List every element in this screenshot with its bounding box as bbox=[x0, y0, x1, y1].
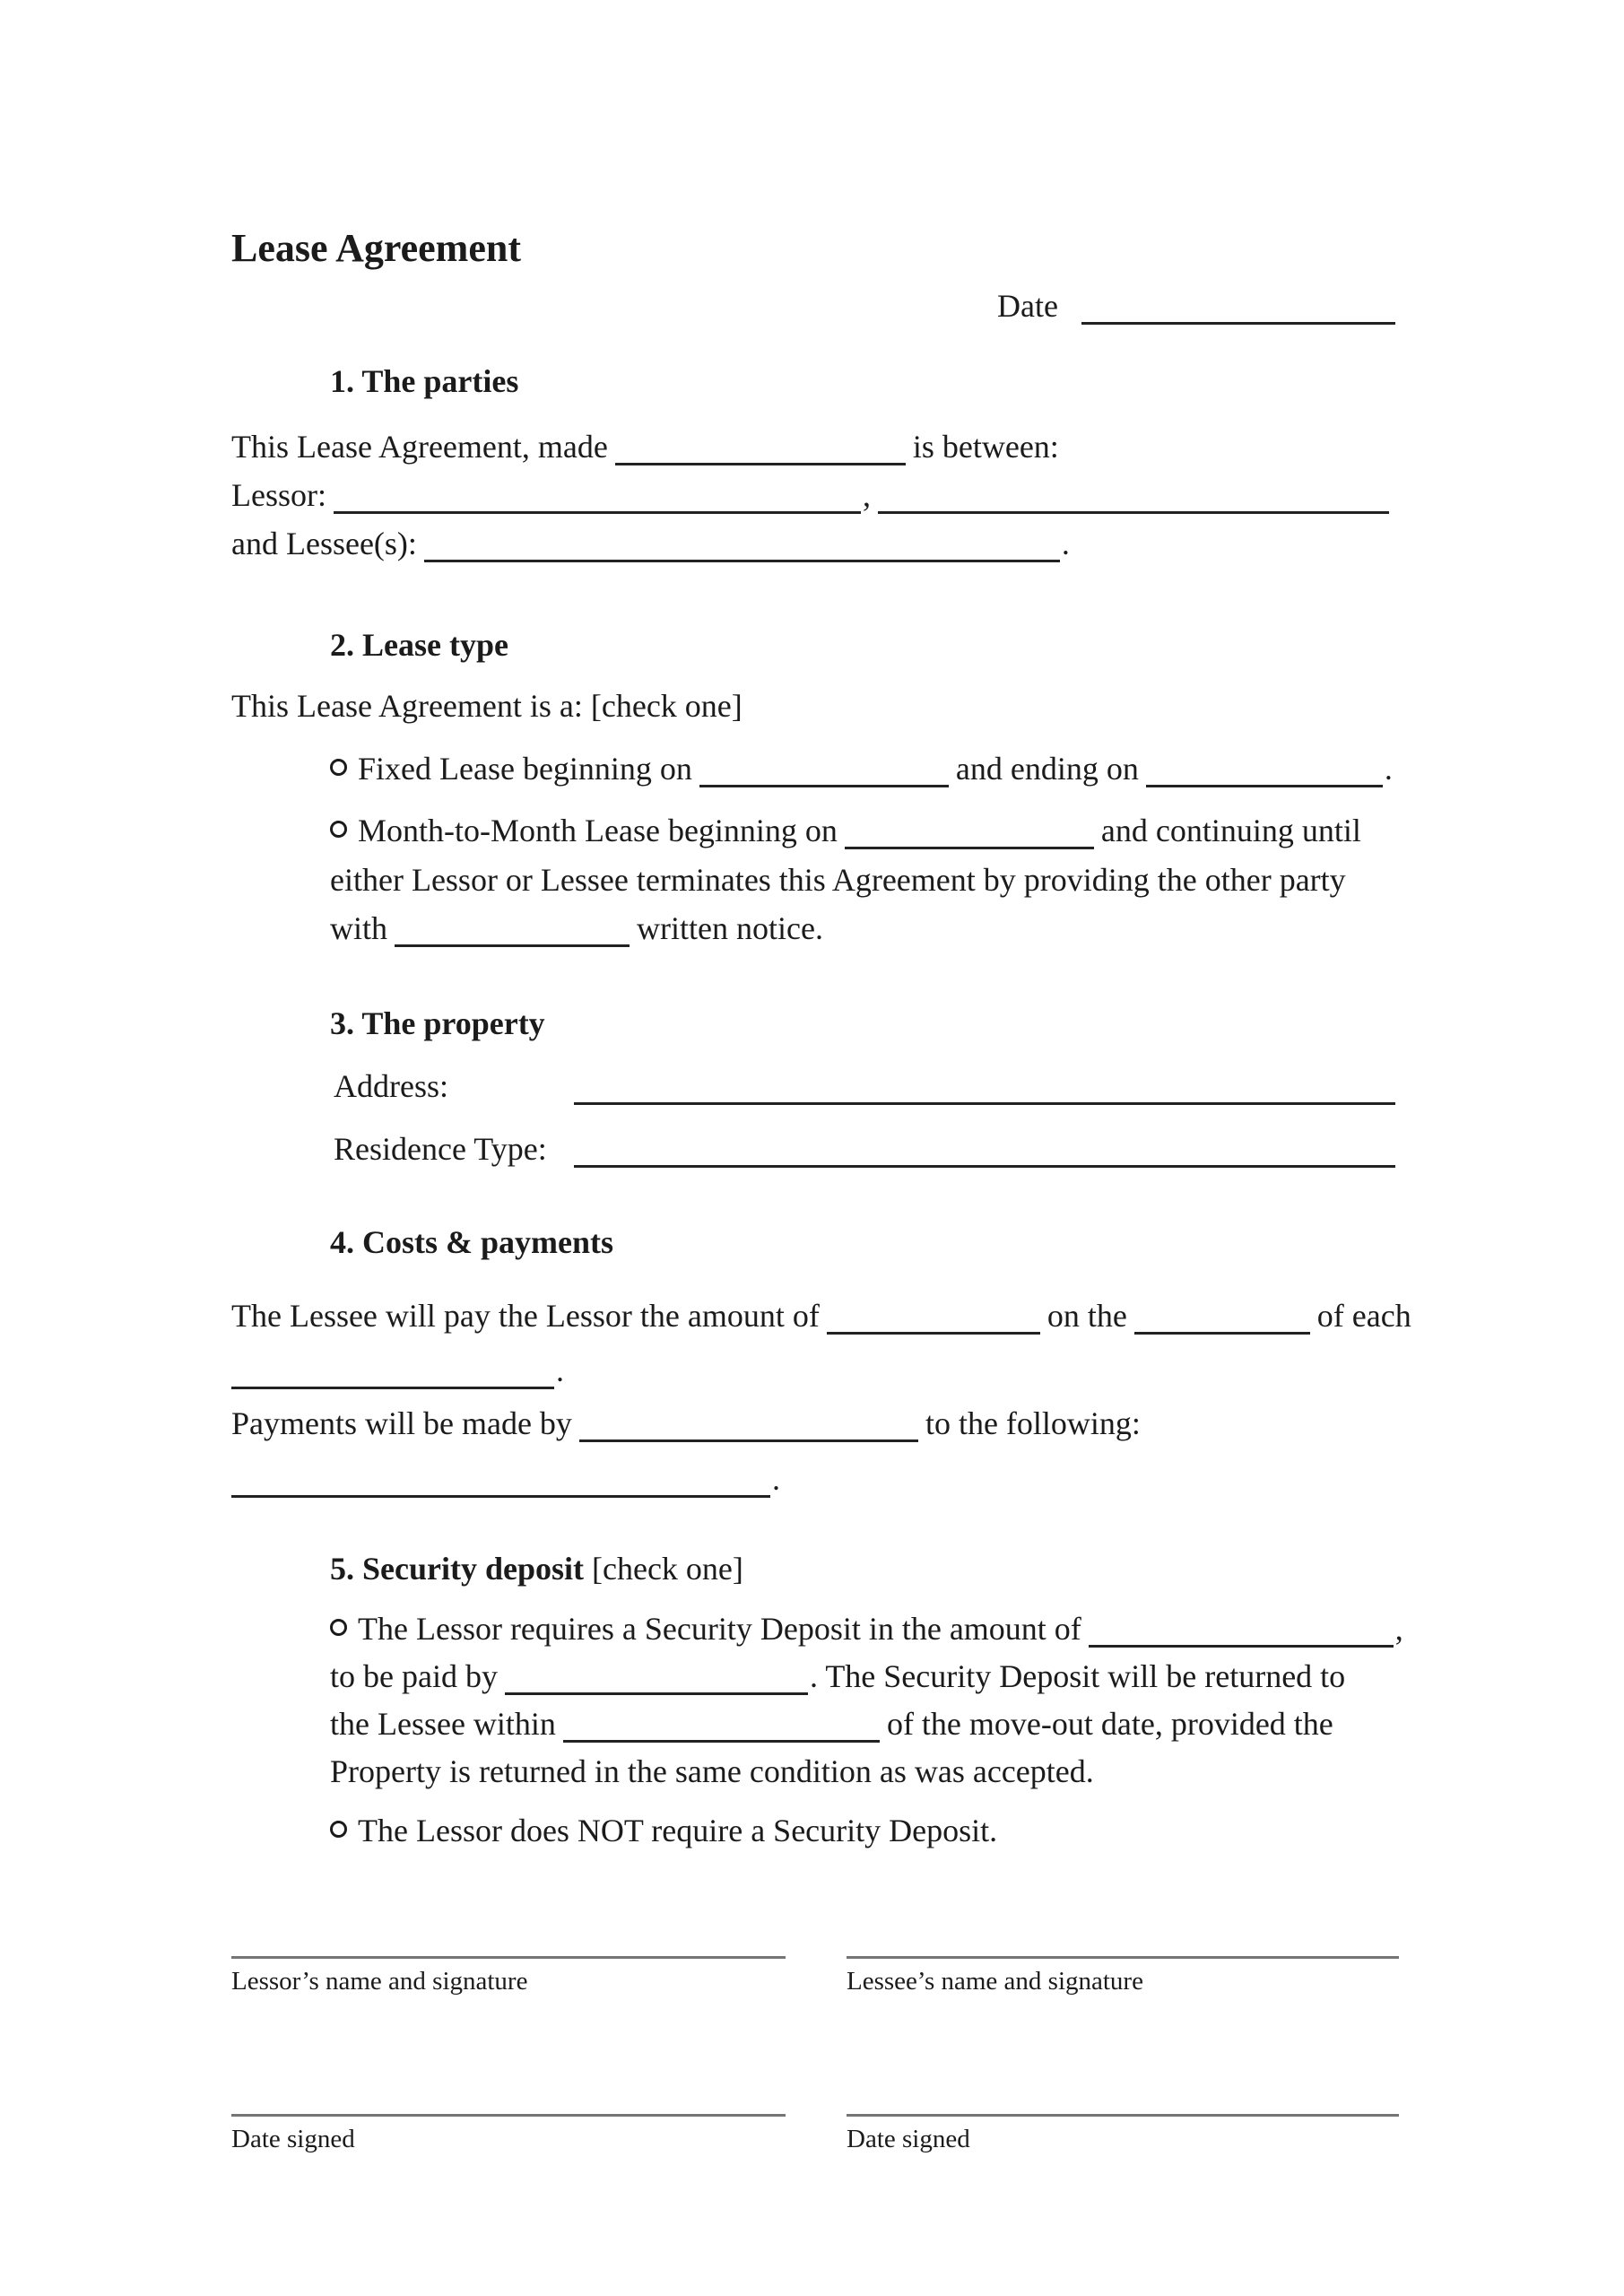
rent-each-text: of each bbox=[1316, 1298, 1411, 1334]
deposit-return-window-blank[interactable] bbox=[563, 1708, 880, 1743]
notice-with-text: with bbox=[330, 910, 388, 946]
deposit-required-option bbox=[330, 1610, 1403, 1648]
residence-type-blank[interactable] bbox=[574, 1133, 1395, 1168]
lessee-signature-block bbox=[847, 1956, 1399, 1996]
no-deposit-radio[interactable] bbox=[330, 1821, 347, 1838]
payment-method-text: Payments will be made by bbox=[231, 1405, 572, 1441]
lessor-date-block bbox=[231, 2114, 786, 2154]
m2m-wrap-text: either Lessor or Lessee terminates this Agreement by providing the other party bbox=[330, 862, 1346, 898]
fixed-lease-radio[interactable] bbox=[330, 759, 347, 776]
address-row bbox=[334, 1067, 1395, 1105]
deposit-window-line bbox=[330, 1705, 1333, 1743]
month-to-month-radio[interactable] bbox=[330, 821, 347, 838]
lessor-label: Lessor: bbox=[231, 477, 326, 513]
deposit-paidby-line bbox=[330, 1657, 1345, 1695]
lessee-label: and Lessee(s): bbox=[231, 526, 417, 561]
lease-type-intro: This Lease Agreement is a: [check one] bbox=[231, 688, 743, 724]
deposit-within-text: the Lessee within bbox=[330, 1706, 556, 1742]
lessor-separator: , bbox=[862, 477, 871, 513]
rent-line bbox=[231, 1297, 1411, 1335]
rent-period-punctuation: . bbox=[556, 1352, 564, 1388]
lessor-signature-label: Lessor’s name and signature bbox=[231, 1967, 528, 1996]
rent-amount-blank[interactable] bbox=[827, 1300, 1040, 1335]
fixed-ending-text: and ending on bbox=[955, 751, 1139, 787]
section-parties-heading: 1. The parties bbox=[330, 363, 519, 399]
payment-destination-blank[interactable] bbox=[231, 1463, 770, 1498]
deposit-return-text: . The Security Deposit will be returned to bbox=[809, 1658, 1346, 1694]
lessee-date-label: Date signed bbox=[847, 2125, 970, 2153]
lessee-name-blank[interactable] bbox=[424, 527, 1060, 562]
payment-method-line bbox=[231, 1405, 1141, 1442]
lessor-date-label: Date signed bbox=[231, 2125, 355, 2153]
lessee-date-block bbox=[847, 2114, 1399, 2154]
deposit-required-text: The Lessor requires a Security Deposit in the amount of bbox=[358, 1611, 1081, 1647]
m2m-continue-text: and continuing until bbox=[1100, 813, 1361, 848]
section-costs-heading: 4. Costs & payments bbox=[330, 1224, 614, 1260]
date-row bbox=[997, 287, 1395, 325]
deposit-paidby-blank[interactable] bbox=[505, 1660, 808, 1695]
lessee-end-punctuation: . bbox=[1061, 526, 1070, 561]
rent-due-day-blank[interactable] bbox=[1134, 1300, 1310, 1335]
parties-intro-suffix: is between: bbox=[912, 429, 1059, 465]
m2m-option bbox=[330, 812, 1361, 849]
residence-type-label: Residence Type: bbox=[334, 1131, 547, 1167]
lessee-signature-line[interactable] bbox=[847, 1956, 1399, 1959]
payment-destination-line bbox=[231, 1460, 780, 1498]
m2m-text: Month-to-Month Lease beginning on bbox=[358, 813, 838, 848]
fixed-start-date-blank[interactable] bbox=[699, 752, 949, 787]
residence-type-row bbox=[334, 1130, 1395, 1168]
deposit-required-radio[interactable] bbox=[330, 1619, 347, 1636]
deposit-check-one-note: [check one] bbox=[592, 1551, 743, 1587]
m2m-notice-line bbox=[330, 909, 823, 947]
lessee-line bbox=[231, 525, 1070, 562]
rent-due-text: on the bbox=[1046, 1298, 1127, 1334]
lessor-date-line[interactable] bbox=[231, 2114, 786, 2117]
parties-intro-line bbox=[231, 428, 1059, 465]
date-blank[interactable] bbox=[1081, 290, 1395, 325]
payment-destination-punctuation: . bbox=[772, 1461, 780, 1497]
payment-method-blank[interactable] bbox=[579, 1407, 918, 1442]
payment-following-text: to the following: bbox=[925, 1405, 1141, 1441]
address-blank[interactable] bbox=[574, 1070, 1395, 1105]
fixed-end-date-blank[interactable] bbox=[1146, 752, 1383, 787]
fixed-end-punctuation: . bbox=[1384, 751, 1393, 787]
date-label: Date bbox=[997, 288, 1058, 324]
lessor-info-blank[interactable] bbox=[878, 479, 1389, 514]
deposit-condition-text: Property is returned in the same condition as was accepted. bbox=[330, 1753, 1094, 1789]
deposit-moveout-text: of the move-out date, provided the bbox=[886, 1706, 1333, 1742]
deposit-heading-text: 5. Security deposit bbox=[330, 1551, 584, 1587]
lessor-signature-block bbox=[231, 1956, 786, 1996]
made-date-blank[interactable] bbox=[615, 430, 906, 465]
deposit-paidby-text: to be paid by bbox=[330, 1658, 498, 1694]
rent-period-blank[interactable] bbox=[231, 1354, 554, 1389]
deposit-amount-punctuation: , bbox=[1394, 1611, 1403, 1647]
no-deposit-option bbox=[330, 1812, 997, 1849]
address-label: Address: bbox=[334, 1068, 448, 1104]
lessor-line bbox=[231, 476, 1389, 514]
fixed-lease-text: Fixed Lease beginning on bbox=[358, 751, 692, 787]
section-property-heading: 3. The property bbox=[330, 1005, 545, 1041]
notice-suffix-text: written notice. bbox=[637, 910, 823, 946]
lessor-name-blank[interactable] bbox=[334, 479, 861, 514]
page-title: Lease Agreement bbox=[231, 226, 521, 270]
deposit-amount-blank[interactable] bbox=[1089, 1613, 1394, 1648]
m2m-start-date-blank[interactable] bbox=[845, 814, 1094, 849]
section-lease-type-heading: 2. Lease type bbox=[330, 627, 508, 663]
fixed-lease-option bbox=[330, 750, 1393, 787]
lessee-signature-label: Lessee’s name and signature bbox=[847, 1967, 1143, 1996]
no-deposit-text: The Lessor does NOT require a Security Deposit. bbox=[358, 1813, 998, 1848]
rent-period-line bbox=[231, 1352, 564, 1389]
lessee-date-line[interactable] bbox=[847, 2114, 1399, 2117]
section-deposit-heading bbox=[330, 1550, 743, 1587]
rent-intro-text: The Lessee will pay the Lessor the amount of bbox=[231, 1298, 820, 1334]
lessor-signature-line[interactable] bbox=[231, 1956, 786, 1959]
parties-intro-text: This Lease Agreement, made bbox=[231, 429, 608, 465]
notice-period-blank[interactable] bbox=[395, 912, 630, 947]
